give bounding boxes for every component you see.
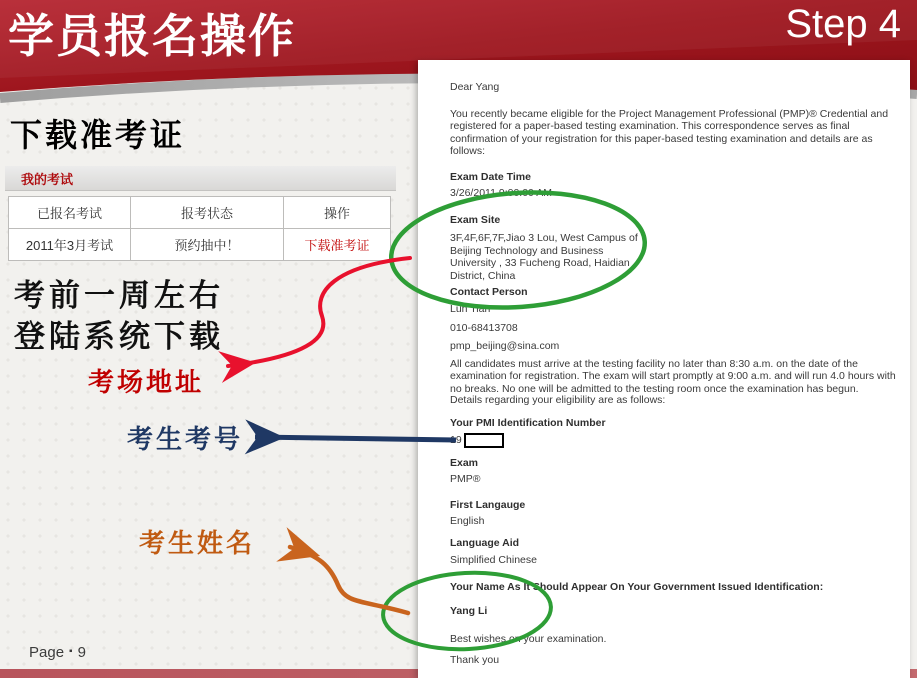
page-title: 学员报名操作 xyxy=(8,10,296,62)
arrival-note: All candidates must arrive at the testing facility no later than 8:30 a.m. on the date of the examination for registration. The exam will start promptly at 9:00 a.m. and will run 4.0 hours with no breaks. No one will be admitted to the testing room once the examination has begun. xyxy=(450,358,896,395)
cell-exam-name: 2011年3月考试 xyxy=(9,229,131,261)
timing-note-line2: 登陆系统下载 xyxy=(14,318,224,354)
exams-table xyxy=(8,196,391,261)
col-header-status: 报考状态 xyxy=(131,197,284,229)
candidate-name-annotation: 考生姓名 xyxy=(139,528,256,558)
exam-site-value: 3F,4F,6F,7F,Jiao 3 Lou, West Campus of Beijing Technology and Business University , 33 Fucheng Road, Haidian District, China xyxy=(450,232,638,282)
page-number: 9 xyxy=(77,644,86,661)
exam-site-annotation: 考场地址 xyxy=(88,367,205,397)
language-aid-label: Language Aid xyxy=(450,537,520,549)
email-greeting: Dear Yang xyxy=(450,81,500,93)
step-badge: Step 4 xyxy=(785,2,901,46)
footer-bullet: ▪ xyxy=(69,646,73,657)
contact-email: pmp_beijing@sina.com xyxy=(450,340,560,352)
language-aid-value: Simplified Chinese xyxy=(450,554,537,566)
red-arrow-exam-site xyxy=(228,258,410,366)
exam-date-value: 3/26/2011 9:00:00 AM xyxy=(450,187,552,199)
orange-arrow-name xyxy=(290,547,408,613)
table-header-row xyxy=(9,197,391,229)
eligibility-intro: Details regarding your eligibility are as follows: xyxy=(450,394,666,406)
exam-label: Exam xyxy=(450,457,479,469)
contact-person-label: Contact Person xyxy=(450,286,528,298)
pmi-number-value xyxy=(450,433,504,448)
pmi-number-label: Your PMI Identification Number xyxy=(450,417,606,429)
first-language-value: English xyxy=(450,515,485,527)
redaction-box xyxy=(464,433,504,448)
col-header-action: 操作 xyxy=(284,197,391,229)
col-header-registered-exam: 已报名考试 xyxy=(9,197,131,229)
timing-note xyxy=(14,276,224,358)
candidate-id-annotation: 考生考号 xyxy=(127,424,244,454)
closing-wishes: Best wishes on your examination. xyxy=(450,633,607,645)
closing-thanks: Thank you xyxy=(450,654,500,666)
exam-date-label: Exam Date Time xyxy=(450,171,531,183)
contact-name: Lun Tian xyxy=(450,303,491,315)
cell-status: 预约抽中！ xyxy=(131,229,284,261)
gov-name-value: Yang Li xyxy=(450,605,488,617)
table-row xyxy=(9,229,391,261)
email-screenshot-panel xyxy=(418,60,910,678)
page-footer xyxy=(29,644,86,661)
contact-phone: 010-68413708 xyxy=(450,322,518,334)
timing-note-line1: 考前一周左右 xyxy=(14,278,224,313)
my-exams-bar xyxy=(5,166,396,191)
section-heading: 下载准考证 xyxy=(10,117,186,153)
gov-name-label: Your Name As It Should Appear On Your Government Issued Identification: xyxy=(450,581,824,593)
exam-site-label: Exam Site xyxy=(450,214,501,226)
page-label: Page xyxy=(29,644,65,661)
email-intro: You recently became eligible for the Project Management Professional (PMP)® Credential and registered for a paper-based testing examination. This correspondence serves as final confirmation of your registration for this paper-based testing examination and details are as follows: xyxy=(450,108,889,158)
download-ticket-link[interactable]: 下载准考证 xyxy=(304,238,370,253)
pmi-visible-digits: 19 xyxy=(450,433,462,446)
exam-value: PMP® xyxy=(450,473,481,485)
my-exams-title: 我的考试 xyxy=(21,171,74,187)
first-language-label: First Langauge xyxy=(450,499,526,511)
